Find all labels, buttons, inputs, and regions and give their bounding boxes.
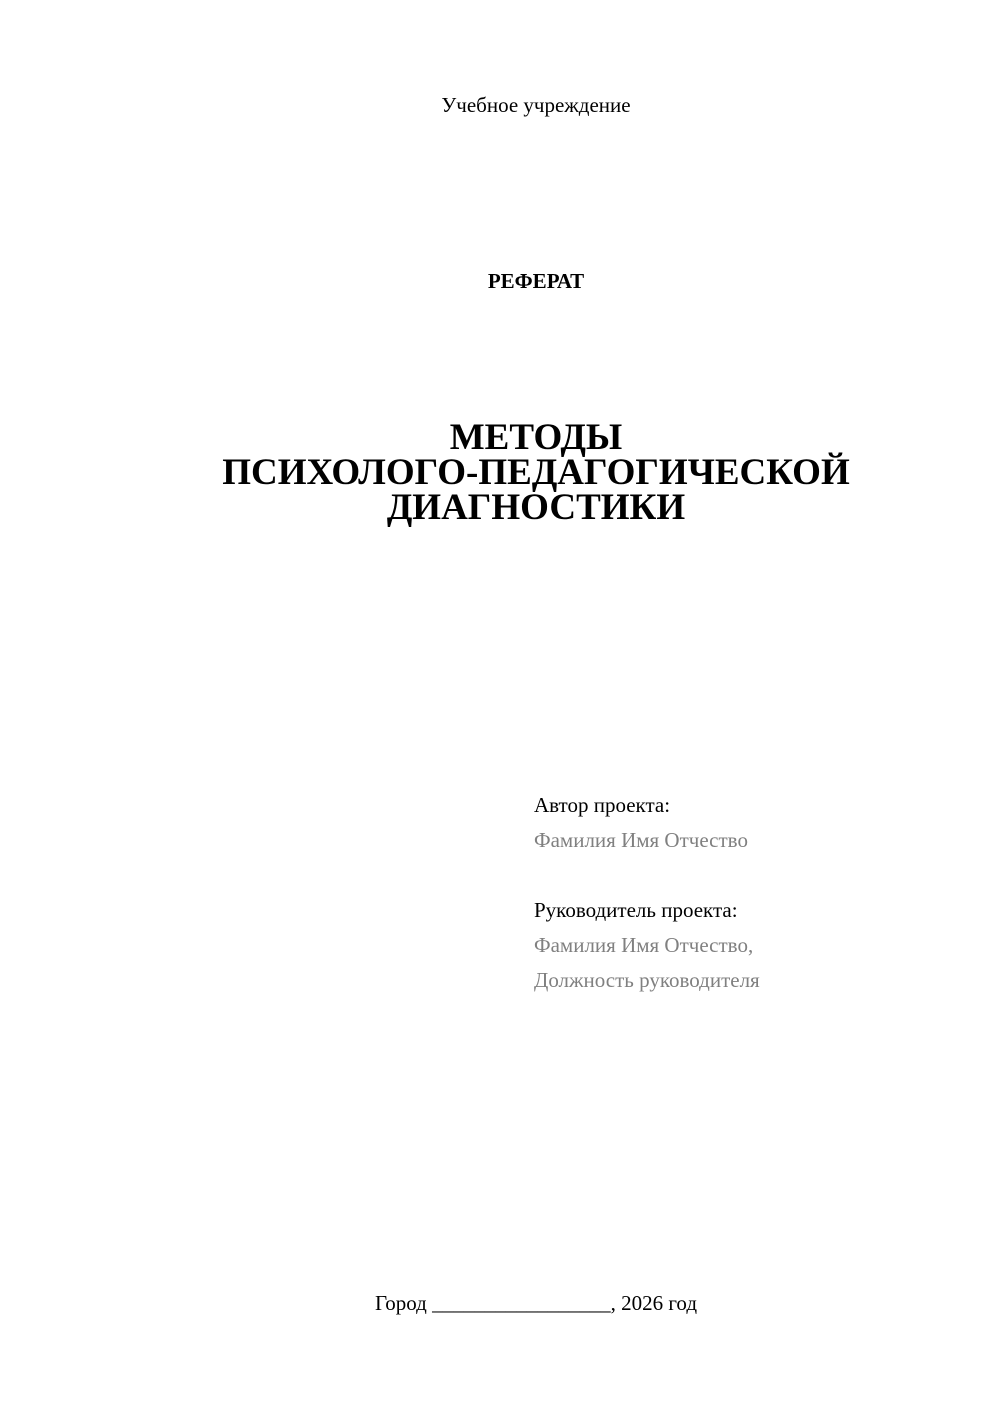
title-line: ПСИХОЛОГО-ПЕДАГОГИЧЕСКОЙ <box>222 452 850 493</box>
supervisor-name: Фамилия Имя Отчество, <box>534 933 754 957</box>
institution-name: Учебное учреждение <box>441 93 631 117</box>
title-line: МЕТОДЫ <box>449 417 623 458</box>
credits-block <box>534 788 974 998</box>
document-title <box>0 417 1000 528</box>
supervisor-position: Должность руководителя <box>534 968 760 992</box>
author-label: Автор проекта: <box>534 793 671 817</box>
supervisor-label: Руководитель проекта: <box>534 898 738 922</box>
author-name: Фамилия Имя Отчество <box>534 828 748 852</box>
city-year-footer: Город _________________, 2026 год <box>374 1291 698 1315</box>
document-type: РЕФЕРАТ <box>487 269 585 293</box>
title-line: ДИАГНОСТИКИ <box>386 487 686 528</box>
credits-spacer <box>534 858 974 893</box>
